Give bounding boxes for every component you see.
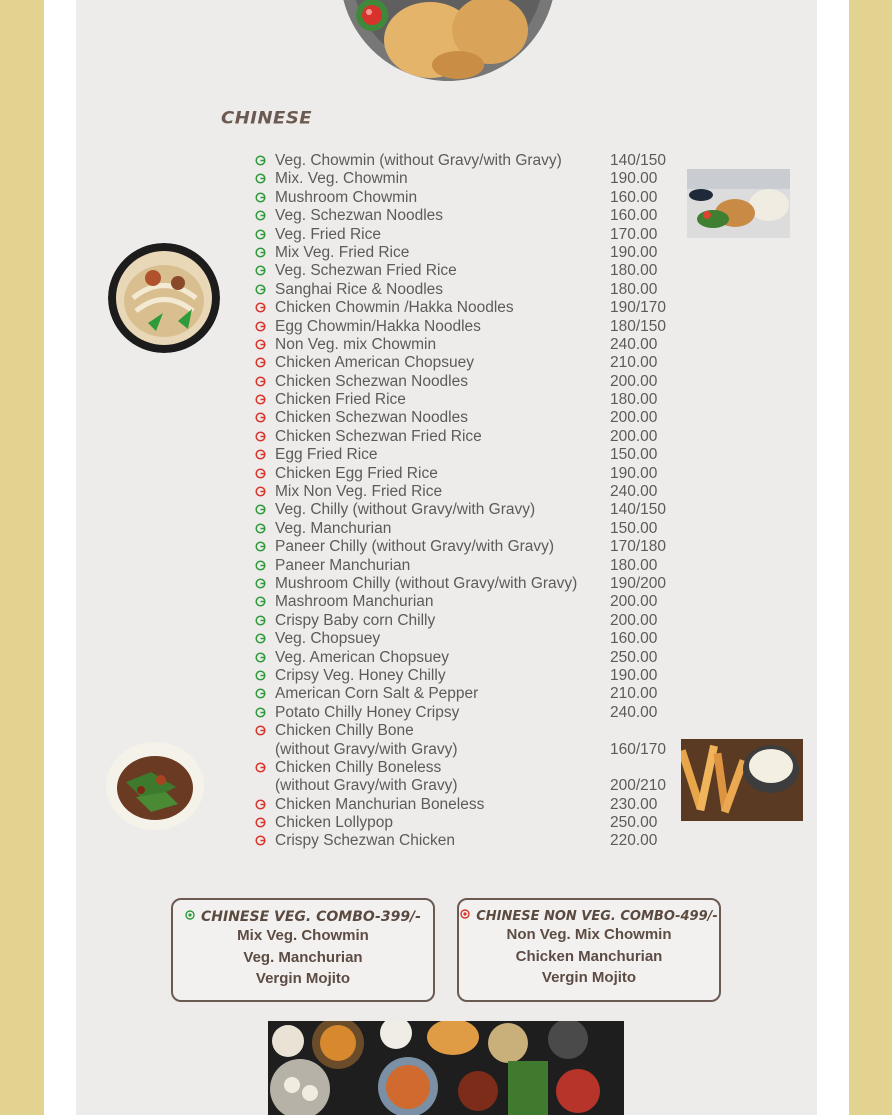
menu-item-row <box>255 226 685 244</box>
menu-item-price: 230.00 <box>610 795 658 813</box>
menu-item-row <box>255 796 685 814</box>
menu-item-price: 190/200 <box>610 574 667 592</box>
menu-item-name: Paneer Chilly (without Gravy/with Gravy) <box>275 538 555 556</box>
nonveg-mark-icon <box>255 835 266 846</box>
menu-item-row <box>255 501 685 519</box>
nonveg-mark-icon <box>255 817 266 828</box>
menu-item-price: 240.00 <box>610 483 658 501</box>
veg-mark-icon <box>255 688 266 699</box>
menu-item-price: 240.00 <box>610 703 658 721</box>
menu-item-price: 180.00 <box>610 280 658 298</box>
menu-item-name: Mix. Veg. Chowmin <box>275 170 408 188</box>
menu-item-name: Chicken Lollypop <box>275 814 394 832</box>
nonveg-mark-icon <box>255 376 266 387</box>
menu-item-name: Potato Chilly Honey Cripsy <box>275 703 460 721</box>
menu-item-price: 140/150 <box>610 152 667 169</box>
fries-with-dip-image <box>681 739 803 821</box>
veg-mark-icon <box>255 247 266 258</box>
nonveg-combo-title: CHINESE NON VEG. COMBO-499/- <box>459 909 719 924</box>
menu-item-name: Chicken Egg Fried Rice <box>275 464 438 482</box>
nonveg-mark-icon <box>255 762 266 773</box>
nonveg-mark-icon <box>255 357 266 368</box>
nonveg-mark-icon <box>255 449 266 460</box>
menu-item-price: 200.00 <box>610 593 658 611</box>
veg-mark-icon <box>255 229 266 240</box>
menu-item-price: 200.00 <box>610 372 658 390</box>
menu-item-price: 190.00 <box>610 170 658 188</box>
menu-item-row <box>255 336 685 354</box>
chilli-chicken-bowl-image <box>106 742 204 830</box>
menu-item-name: Mashroom Manchurian <box>275 593 434 611</box>
menu-item-row <box>255 741 685 759</box>
menu-item-name: Chicken Manchurian Boneless <box>275 795 485 813</box>
menu-item-price: 190/170 <box>610 299 667 317</box>
menu-item-price: 170.00 <box>610 225 658 243</box>
veg-mark-icon <box>255 173 266 184</box>
menu-item-price: 150.00 <box>610 519 658 537</box>
menu-item-price: 200.00 <box>610 427 658 445</box>
veg-mark-icon <box>185 910 195 920</box>
veg-mark-icon <box>255 633 266 644</box>
nonveg-mark-icon <box>255 486 266 497</box>
menu-item-price: 190.00 <box>610 666 658 684</box>
nonveg-mark-icon <box>255 321 266 332</box>
menu-item-price: 220.00 <box>610 832 658 850</box>
menu-item-name: Veg. Manchurian <box>275 519 392 537</box>
menu-item-name: Paneer Manchurian <box>275 556 411 574</box>
menu-item-row <box>255 373 685 391</box>
left-border-band <box>0 0 44 1115</box>
menu-item-row <box>255 759 685 777</box>
veg-combo-box <box>171 898 435 1002</box>
veg-mark-icon <box>255 523 266 534</box>
menu-item-row <box>255 354 685 372</box>
nonveg-mark-icon <box>255 725 266 736</box>
menu-item-price: 200.00 <box>610 611 658 629</box>
veg-mark-icon <box>255 560 266 571</box>
menu-item-price: 140/150 <box>610 501 667 519</box>
veg-mark-icon <box>255 192 266 203</box>
noodle-soup-bowl-image <box>108 243 220 353</box>
veg-mark-icon <box>255 578 266 589</box>
menu-item-name: Veg. Chopsuey <box>275 630 381 648</box>
dumplings-plate-image <box>687 169 790 238</box>
menu-item-name: Crispy Schezwan Chicken <box>275 832 456 850</box>
menu-item-price: 240.00 <box>610 335 658 353</box>
menu-item-price: 180.00 <box>610 262 658 280</box>
menu-item-row <box>255 446 685 464</box>
menu-item-row <box>255 281 685 299</box>
menu-item-price: 210.00 <box>610 354 658 372</box>
menu-item-row <box>255 152 685 170</box>
menu-item-name: Egg Chowmin/Hakka Noodles <box>275 317 481 335</box>
nonveg-mark-icon <box>255 339 266 350</box>
menu-item-row <box>255 667 685 685</box>
section-title: CHINESE <box>221 108 313 129</box>
veg-mark-icon <box>255 155 266 166</box>
menu-item-name: Chicken Fried Rice <box>275 391 406 409</box>
nonveg-mark-icon <box>255 799 266 810</box>
menu-item-row <box>255 244 685 262</box>
menu-item-row <box>255 207 685 225</box>
menu-item-price: 190.00 <box>610 243 658 261</box>
menu-item-row <box>255 520 685 538</box>
nonveg-mark-icon <box>255 394 266 405</box>
menu-item-name: (without Gravy/with Gravy) <box>275 740 458 758</box>
menu-item-row <box>255 704 685 722</box>
combo-line: Mix Veg. Chowmin <box>237 927 369 944</box>
veg-mark-icon <box>255 504 266 515</box>
combo-line: Vergin Mojito <box>255 970 351 987</box>
menu-item-price: 200/210 <box>610 777 667 795</box>
menu-item-row <box>255 170 685 188</box>
menu-item-row <box>255 575 685 593</box>
menu-item-price: 160.00 <box>610 207 658 225</box>
menu-item-name: Veg. Schezwan Fried Rice <box>275 262 457 280</box>
menu-item-name: Mix Non Veg. Fried Rice <box>275 483 443 501</box>
menu-item-list <box>255 152 685 851</box>
menu-item-row <box>255 557 685 575</box>
menu-item-name: Chicken American Chopsuey <box>275 354 475 372</box>
menu-item-row <box>255 483 685 501</box>
menu-item-name: Veg. Chowmin (without Gravy/with Gravy) <box>275 152 562 169</box>
menu-item-row <box>255 465 685 483</box>
nonveg-combo-box <box>457 898 721 1002</box>
chinese-food-spread-image <box>268 1021 624 1115</box>
menu-item-row <box>255 649 685 667</box>
menu-item-name: Sanghai Rice & Noodles <box>275 280 444 298</box>
nonveg-mark-icon <box>460 909 470 919</box>
veg-combo-title: CHINESE VEG. COMBO-399/- <box>173 909 433 925</box>
menu-item-price: 210.00 <box>610 685 658 703</box>
menu-item-row <box>255 299 685 317</box>
menu-item-name: Veg. Chilly (without Gravy/with Gravy) <box>275 501 536 519</box>
menu-item-price: 180/150 <box>610 317 667 335</box>
menu-item-price: 180.00 <box>610 556 658 574</box>
veg-mark-icon <box>255 210 266 221</box>
menu-item-row <box>255 777 685 795</box>
menu-item-name: Cripsy Veg. Honey Chilly <box>275 666 446 684</box>
menu-item-name: Chicken Schezwan Noodles <box>275 409 468 427</box>
menu-item-name: Veg. American Chopsuey <box>275 648 450 666</box>
menu-item-name: Mix Veg. Fried Rice <box>275 243 410 261</box>
menu-item-row <box>255 593 685 611</box>
combo-line: Chicken Manchurian <box>515 947 663 965</box>
menu-item-row <box>255 612 685 630</box>
menu-item-name: American Corn Salt & Pepper <box>275 685 479 703</box>
veg-mark-icon <box>255 265 266 276</box>
right-border-band <box>849 0 892 1115</box>
menu-item-price: 250.00 <box>610 814 658 832</box>
menu-item-row <box>255 409 685 427</box>
menu-item-name: Veg. Fried Rice <box>275 225 381 243</box>
menu-item-name: (without Gravy/with Gravy) <box>275 777 458 795</box>
veg-mark-icon <box>255 541 266 552</box>
combo-line: Vergin Mojito <box>541 969 637 986</box>
menu-item-name: Chicken Chilly Boneless <box>275 758 442 776</box>
menu-item-row <box>255 189 685 207</box>
menu-item-name: Crispy Baby corn Chilly <box>275 611 436 629</box>
menu-item-row <box>255 685 685 703</box>
menu-item-name: Mushroom Chilly (without Gravy/with Gravy) <box>275 574 578 592</box>
menu-item-row <box>255 630 685 648</box>
nonveg-mark-icon <box>255 412 266 423</box>
menu-item-price: 200.00 <box>610 409 658 427</box>
menu-item-price: 160.00 <box>610 188 658 206</box>
nonveg-mark-icon <box>255 431 266 442</box>
nonveg-mark-icon <box>255 468 266 479</box>
menu-item-row <box>255 318 685 336</box>
veg-mark-icon <box>255 284 266 295</box>
menu-item-price: 180.00 <box>610 391 658 409</box>
menu-item-price: 160/170 <box>610 740 667 758</box>
menu-item-price: 250.00 <box>610 648 658 666</box>
menu-item-name: Chicken Chilly Bone <box>275 722 414 740</box>
veg-mark-icon <box>255 596 266 607</box>
menu-item-row <box>255 814 685 832</box>
veg-mark-icon <box>255 652 266 663</box>
menu-item-name: Mushroom Chowmin <box>275 188 418 206</box>
menu-item-name: Non Veg. mix Chowmin <box>275 335 437 353</box>
menu-item-name: Veg. Schezwan Noodles <box>275 207 444 225</box>
menu-item-price: 160.00 <box>610 630 658 648</box>
menu-item-name: Chicken Schezwan Noodles <box>275 372 468 390</box>
veg-mark-icon <box>255 615 266 626</box>
nonveg-mark-icon <box>255 302 266 313</box>
combo-line: Veg. Manchurian <box>243 948 363 966</box>
menu-item-price: 170/180 <box>610 538 667 556</box>
combo-line: Non Veg. Mix Chowmin <box>506 926 672 943</box>
menu-item-row <box>255 538 685 556</box>
menu-item-row <box>255 722 685 740</box>
menu-item-name: Egg Fried Rice <box>275 446 378 464</box>
menu-item-row <box>255 391 685 409</box>
veg-mark-icon <box>255 670 266 681</box>
menu-item-row <box>255 428 685 446</box>
menu-item-row <box>255 262 685 280</box>
veg-mark-icon <box>255 707 266 718</box>
menu-item-price: 190.00 <box>610 464 658 482</box>
menu-item-name: Chicken Chowmin /Hakka Noodles <box>275 299 514 317</box>
menu-item-row <box>255 832 685 850</box>
menu-item-price: 150.00 <box>610 446 658 464</box>
menu-item-name: Chicken Schezwan Fried Rice <box>275 427 482 445</box>
